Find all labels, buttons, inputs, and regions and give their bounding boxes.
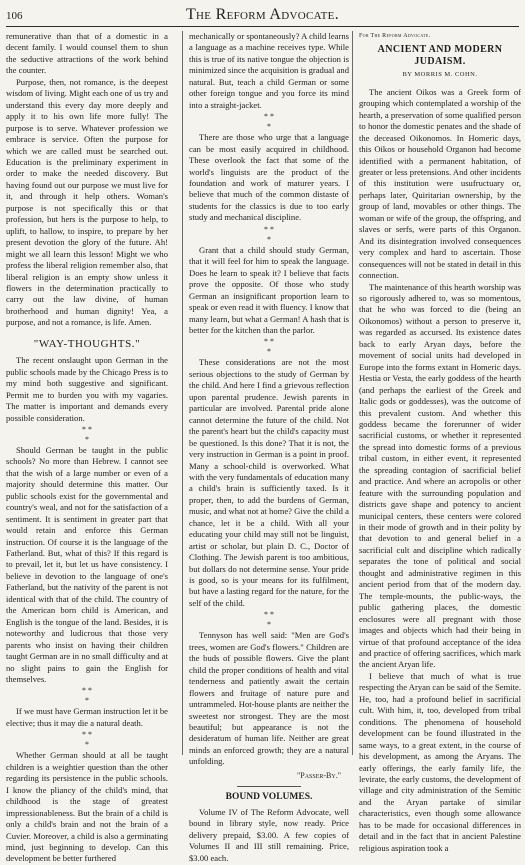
separator-stars: * * * (264, 337, 274, 357)
paragraph: Whether German should at all be taught children is a weightier question than the other regarding its persistence in the public schools. I know the pliancy of the child's mind, that childhood is the stage of greatest impressionableness. But the brain of a child is only a child's brain and not the brain of a Cuvier. Moreover, a child is also a germinating mind, just beginning to develop. Can this development be better furthered (6, 750, 168, 864)
paragraph: Should German be taught in the public schools? No more than Hebrew. I cannot see that the wish of a large number or even of a majority should determine this matter. Our public schools exist for the governmental and country's weal, and not for the satisfaction of a sentiment. It is sentiment in greater part that would retain and enforce this German instruction. Of course it is the language of the Fatherland. But, what of this? If this regard is to prevail, let it, but let us have consistency. I believe in devotion to the language of one's Fatherland, but the nativity of the parent is not identical with that of the child. The country of the American born child is American, and English is the tongue of the land. Besides, it is noteworthy and ludicrous that those very parents who insist on having their children taught German are in no small difficulty and at no slight pains to gain the English for themselves. (6, 444, 168, 685)
column-right (352, 31, 521, 853)
paragraph: If we must have German instruction let it be elective; thus it may die a natural death. (6, 706, 168, 728)
paragraph: I believe that much of what is true respecting the Aryan can be said of the Semite. He, too, had a profound belief in sacrificial cult. With him, it, too, developed from tribal conditions. The phenomena of household development can be found illustrated in the same ways, to a great extent, in the course of his development, as among the Aryans. The early offerings, the early family life, the levirate, the early customs, the development of village and city administration of the Semitic and the Aryan partake of similar characteristics, even though some allowance has to be made for occasional differences in detail and in the fact that in ancient Palestine religious aspiration took a (359, 670, 521, 853)
signature: "Passer-By." (297, 770, 341, 780)
article-kicker: For The Reform Advocate. (359, 33, 431, 39)
paragraph: remunerative than that of a domestic in a decent family. I would counsel them to shun the seductive attractions of the work behind the counter. (6, 31, 168, 76)
paragraph: The ancient Oikos was a Greek form of grouping which contemplated a worship of the hearth, a preservation of some qualified person to honor the domestic penates and the shade of the deceased Oikonomos. In Homeric days, this Oikos or household Organon had become identified with a permanent habitation, of greater or less pretensions. And other incidents of this institution were usufructuary or, perhaps later, Quiritarian ownership, by the group of land, movables or other things. The woman or wife of the group, the offspring, and slaves or serfs, were parts of this Organon. And its disintegration involved consequences very complex and hard to ascertain. Those consequences will not be stated in detail in this connection. (359, 86, 521, 281)
notice-text: Volume IV of The Reform Advocate, well bound in library style, now ready. Price delivery prepaid, $3.00. A few copies of Volumes II and III still remaining. Price, $3.00 each. (189, 806, 349, 863)
paragraph: Purpose, then, not romance, is the deepest wisdom of living. Might each one of us try and understand this every day more deeply and apply it to his own life more fully! The purpose is to serve. Whatever profession we embrace is service. Often the purpose for which we are called must be searched out. Education is the preliminary experiment in order to make the needed discovery. But having found out our purpose we must live for it, and through it help others. Woman's purpose is not specifically this or that profession, but hers is the purpose to help, to uplift, to hallow, to inspire, to prepare by her present devotion the glory of the future. Ah! might we all learn this lesson! Might we who profess the liberal religion remember also, that liberal religion is an empty show unless it flowers in the determination practically to carry out the law divine, of human brotherhood and human dignity! Yea, a purpose, and not a romance, is life. Amen. (6, 76, 168, 328)
article-byline: BY MORRIS M. COHN. (402, 71, 478, 79)
divider-rule (237, 786, 301, 787)
page-header (6, 4, 519, 27)
separator-stars: * * * (264, 224, 274, 244)
paragraph: Grant that a child should study German, that it will feel for him to speak the language. Does he learn to speak it? I believe that facts prove the opposite. Of those who study German an insignificant proportion learn to speak or even read it with fluency. I know that many learn, but what a German! A hash that is better for the kitchen than the parlor. (189, 244, 349, 335)
page-number: 106 (6, 10, 23, 22)
paragraph: mechanically or spontaneously? A child learns a language as a machine receives type. While this is true of its native tongue the objection is minimized since the acquisition is gradual and natural. But, teach a child German or some other foreign tongue and you force its mind into a straight-jacket. (189, 31, 349, 110)
column-middle (182, 31, 349, 863)
separator-stars: * * * (82, 424, 92, 444)
notice-title: BOUND VOLUMES. (225, 792, 313, 803)
separator-stars: * * * (264, 610, 274, 630)
paragraph: There are those who urge that a language can be most easily acquired in childhood. These overlook the fact that some of the world's linguists are the product of the foundation and work of maturer years. I believe that much of the common distaste of students for the classics is due to too early study and mechanical discipline. (189, 132, 349, 223)
paragraph: Tennyson has well said: "Men are God's trees, women are God's flowers." Children are the buds of possible flowers. Give the plant child the proper conditions of health and vital tenderness and patiently await the certain flowers and fruitage of nature pure and untrammeled. Hot-house plants are neither the sweetest nor strongest. They are the most beautiful; but appearance is not the desideratum of human life. Neither are great minds an enforced growth; they are a natural unfolding. (189, 630, 349, 767)
column-left (6, 31, 168, 864)
paragraph: The recent onslaught upon German in the public schools made by the Chicago Press is to my mind both suggestive and significant. Permit me to burden you with my vagaries. The matter is important and demands every possible consideration. (6, 355, 168, 423)
paragraph: The maintenance of this hearth worship was so rigorously adhered to, was so momentous, that he who was forced to die (being an Oikonomos) without a person to preserve it, was regarded as accursed. Its existence dates back to early Aryan days, before the movement of social units had developed in Europe into the forms extant in Homeric days. Hestia or Vesta, the early goddess of the hearth (and perhaps the earliest of the Greek and Italic gods or goddesses), was the outcome of this prevalent custom. And whether this goddess became the forerunner of wider sacrificial customs, or whether it represented the spread into domestic forms of a previous tribal custom, in either event, it represented the spreading contagion of sacrificial belief and practice. And where an acropolis or other feature with the surrounding population and districts gave shape and potency to ancient municipal centers, these centers were colored in their mode of growth and in their polity by that devotion to and general belief in a sacrificial cult and discipline which radically separates the tone of political and social thought and administrative regimen in this ancient period from that of the modern day. The temple-mounts, the public-ways, the public gathering places, the domestic enclosures were all pregnant with those images and objects which had their being in virtue of that profound acceptance of the idea and practice of offering sacrifices, which mark the ancient Aryan life. (359, 281, 521, 670)
separator-stars: * * * (264, 112, 274, 132)
separator-stars: * * * (82, 686, 92, 706)
section-title: "WAY-THOUGHTS." (33, 337, 141, 350)
masthead: The Reform Advocate. (185, 6, 339, 23)
paragraph: These considerations are not the most serious objections to the study of German by the child. And here I find a grievous reflection upon parental prudence. Jewish parents in particular are involved. Parental pride alone cannot determine the future of the child. Not the parent's heart but the child's capacity must be questioned. Is this done? That it is not, the very instruction in German is a point in proof. Many a school-child is overworked. What with the very fundamentals of education many a child's brain is sufficiently taxed. Is it proper, then, to add the burdens of German, music, and what not at home? Give the child a chance, let it be a child. With all your educating your child may still not be linguist, artist or scholar, but plain D. C., Doctor of Clothing. The Jewish parent is too ambitious, but dollars do not determine sense. Your pride is good, so is your means for its fulfilment, but have a lasting regard for the nature, for the self of the child. (189, 357, 349, 608)
separator-stars: * * * (82, 730, 92, 750)
article-title: ANCIENT AND MODERN JUDAISM. (377, 44, 503, 67)
